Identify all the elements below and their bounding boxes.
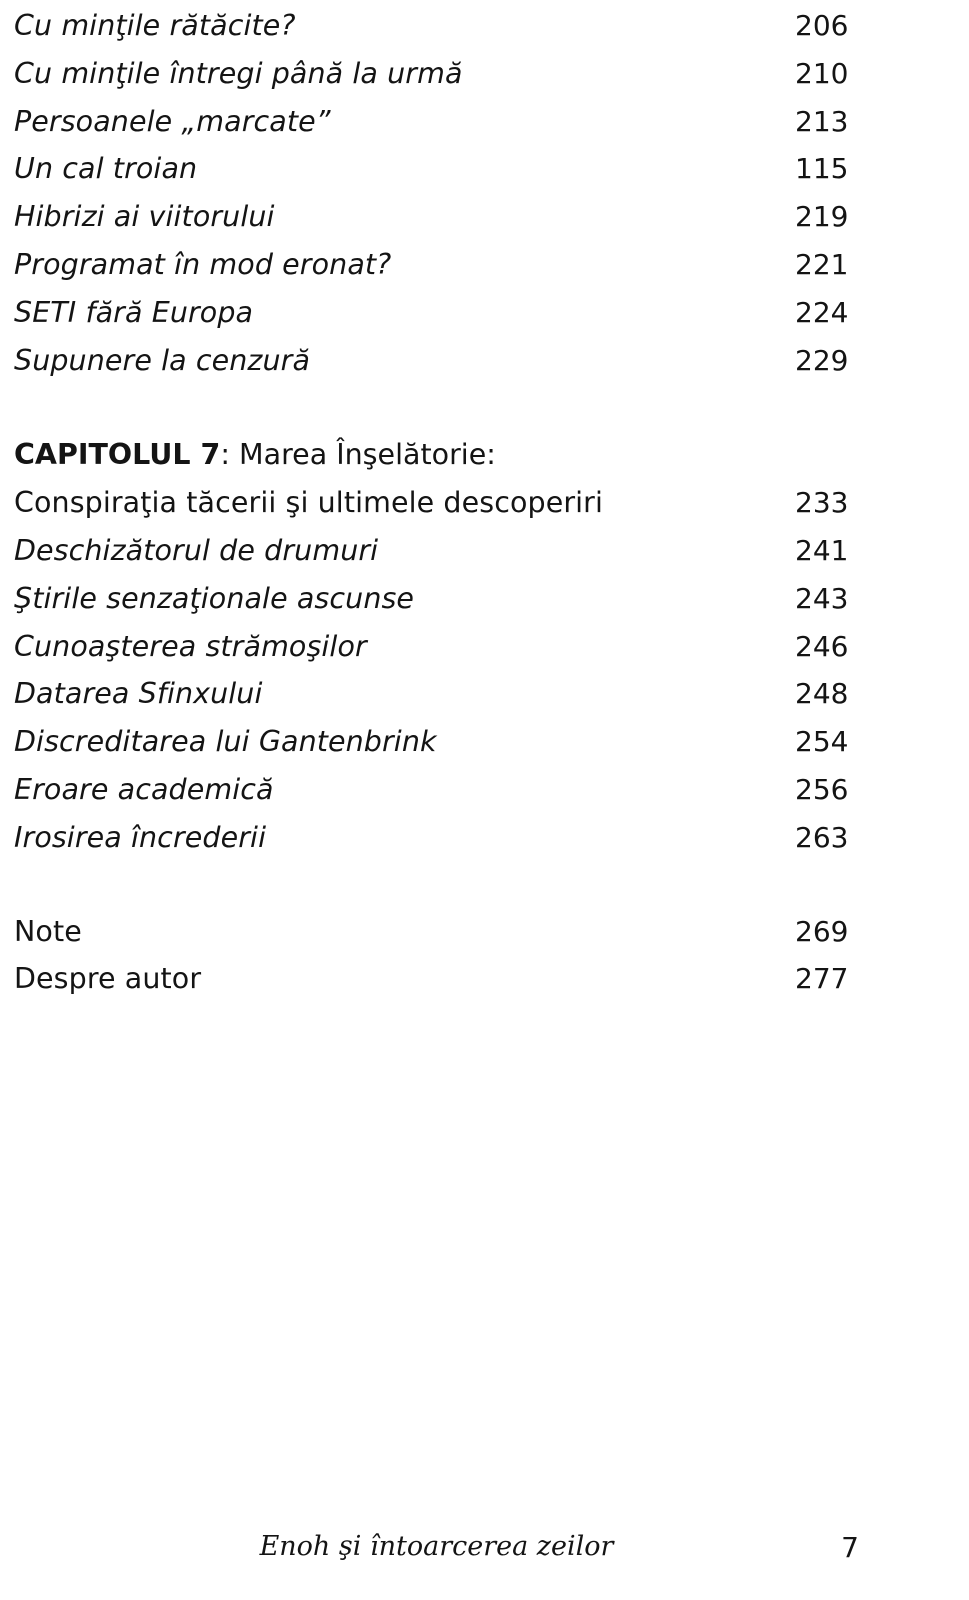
toc-entry-page: 115 bbox=[795, 152, 849, 186]
toc-entry-page: 224 bbox=[795, 295, 849, 329]
chapter-label: CAPITOLUL 7 bbox=[14, 438, 221, 472]
section-spacer bbox=[14, 862, 859, 908]
toc-entry-title: Programat în mod eronat? bbox=[14, 247, 392, 281]
table-of-contents bbox=[14, 0, 859, 1003]
toc-entry-page: 263 bbox=[795, 820, 849, 854]
toc-entry-title: Discreditarea lui Gantenbrink bbox=[14, 725, 437, 759]
toc-entry-title: Cunoaşterea strămoşilor bbox=[14, 629, 367, 663]
toc-entry-title: Deschizătorul de drumuri bbox=[14, 533, 379, 567]
toc-entry-page: 210 bbox=[795, 56, 849, 90]
chapter-heading-line2 bbox=[14, 479, 859, 527]
toc-entry bbox=[14, 289, 859, 337]
toc-entry-title: Irosirea încrederii bbox=[14, 820, 267, 854]
chapter-heading-line1 bbox=[14, 431, 859, 479]
chapter-title-line2: Conspiraţia tăcerii şi ultimele descoperiri bbox=[14, 486, 603, 520]
toc-entry-title: SETI fără Europa bbox=[14, 295, 254, 329]
toc-entry-title: Note bbox=[14, 914, 82, 948]
toc-entry-page: 277 bbox=[795, 962, 849, 996]
toc-entry bbox=[14, 670, 859, 718]
toc-entry-title: Persoanele „marcate” bbox=[14, 104, 331, 138]
toc-entry-page: 206 bbox=[795, 9, 849, 42]
toc-entry-page: 248 bbox=[795, 677, 849, 711]
section-spacer bbox=[14, 384, 859, 431]
toc-entry-page: 246 bbox=[795, 629, 849, 663]
toc-entry-page: 256 bbox=[795, 772, 849, 806]
toc-entry bbox=[14, 766, 859, 814]
toc-entry-title: Cu minţile întregi până la urmă bbox=[14, 56, 463, 90]
toc-entry bbox=[14, 575, 859, 623]
toc-entry bbox=[14, 718, 859, 766]
toc-entry-title: Eroare academică bbox=[14, 772, 274, 806]
toc-entry bbox=[14, 98, 859, 146]
toc-entry-page: 219 bbox=[795, 200, 849, 234]
chapter-separator: : bbox=[220, 438, 240, 472]
toc-entry-title: Un cal troian bbox=[14, 152, 198, 186]
chapter-title-line1: Marea Înşelătorie: bbox=[239, 438, 496, 472]
page-footer bbox=[0, 1531, 969, 1562]
toc-entry bbox=[14, 193, 859, 241]
toc-entry bbox=[14, 814, 859, 862]
toc-entry-page: 229 bbox=[795, 343, 849, 377]
toc-entry-title: Hibrizi ai viitorului bbox=[14, 200, 275, 234]
footer-book-title: Enoh şi întoarcerea zeilor bbox=[259, 1531, 614, 1562]
footer-page-number: 7 bbox=[841, 1531, 859, 1564]
toc-entry bbox=[14, 241, 859, 289]
toc-entry bbox=[14, 955, 859, 1003]
toc-entry-page: 243 bbox=[795, 581, 849, 615]
toc-entry bbox=[14, 623, 859, 671]
toc-entry bbox=[14, 50, 859, 98]
chapter-page: 233 bbox=[795, 486, 849, 520]
toc-entry-title: Ştirile senzaţionale ascunse bbox=[14, 581, 415, 615]
toc-entry bbox=[14, 2, 859, 50]
toc-entry-page: 241 bbox=[795, 533, 849, 567]
toc-entry-title: Despre autor bbox=[14, 962, 202, 996]
toc-entry-title: Datarea Sfinxului bbox=[14, 677, 263, 711]
toc-entry-page: 254 bbox=[795, 725, 849, 759]
toc-entry-title: Supunere la cenzură bbox=[14, 343, 311, 377]
toc-entry-page: 269 bbox=[795, 914, 849, 948]
toc-entry bbox=[14, 145, 859, 193]
toc-entry bbox=[14, 337, 859, 385]
toc-entry bbox=[14, 908, 859, 956]
toc-entry-page: 221 bbox=[795, 247, 849, 281]
toc-entry-title: Cu minţile rătăcite? bbox=[14, 9, 296, 42]
toc-entry-page: 213 bbox=[795, 104, 849, 138]
toc-entry bbox=[14, 527, 859, 575]
